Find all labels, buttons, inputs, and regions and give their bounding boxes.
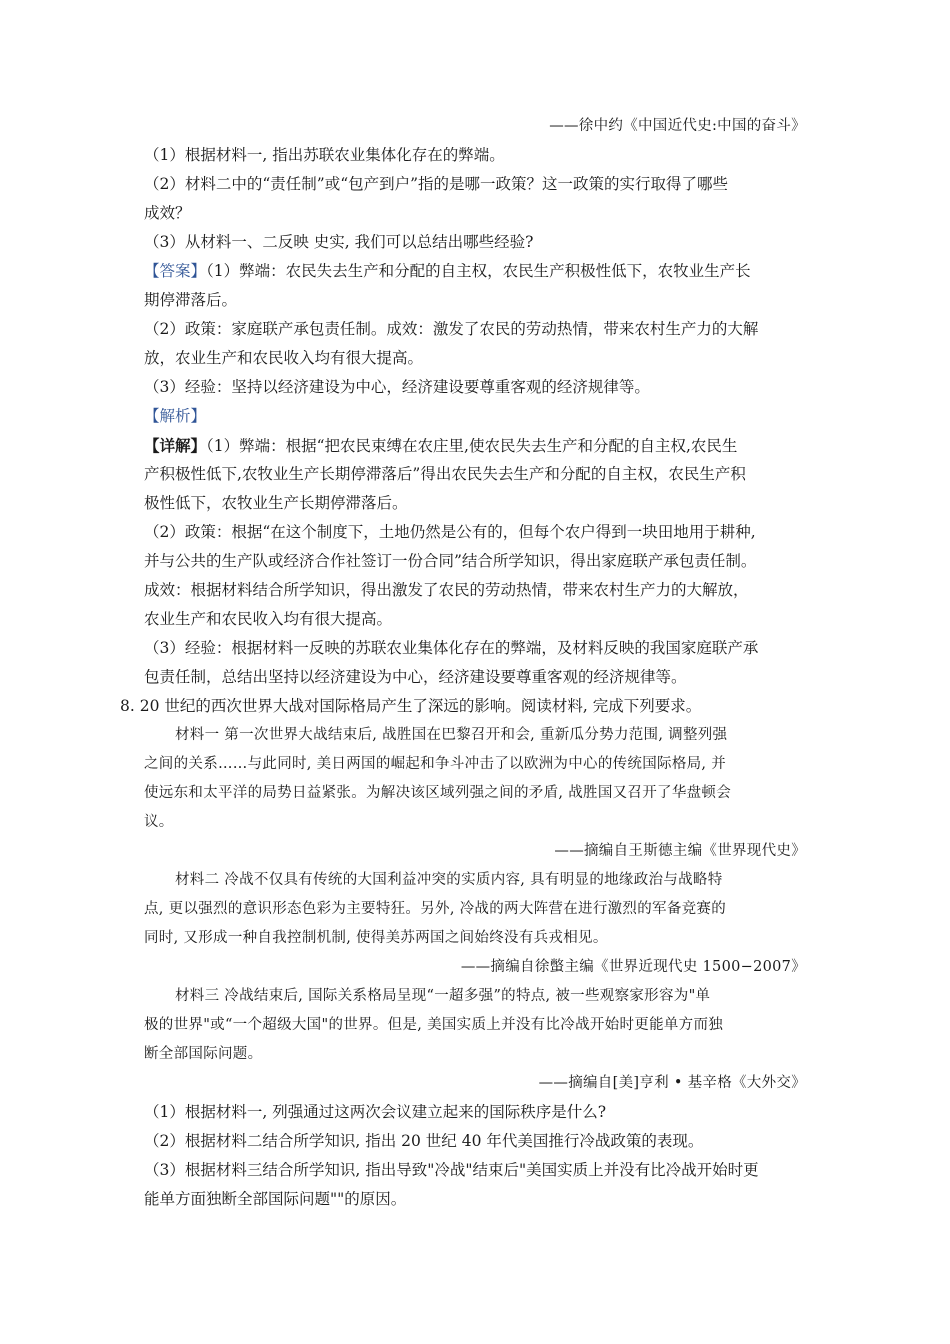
- material-1-line: 材料一 第一次世界大战结束后, 战胜国在巴黎召开和会, 重新瓜分势力范围, 调整列强: [175, 727, 728, 743]
- question-line: （3）从材料一、二反映 史实, 我们可以总结出哪些经验?: [144, 233, 534, 251]
- detail-line: 成效：根据材料结合所学知识，得出激发了农民的劳动热情，带来农村生产力的大解放，: [144, 581, 749, 599]
- answer-line: （3）经验：坚持以经济建设为中心，经济建设要尊重客观的经济规律等。: [144, 378, 650, 396]
- question-line: 能单方面独断全部国际问题""的原因。: [144, 1190, 407, 1208]
- material-2-line: 同时, 又形成一种自我控制机制, 使得美苏两国之间始终没有兵戎相见。: [144, 930, 608, 946]
- material-2-line: 材料二 冷战不仅具有传统的大国利益冲突的实质内容, 具有明显的地缘政治与战略特: [175, 872, 723, 888]
- detail-line: 包责任制，总结出坚持以经济建设为中心，经济建设要尊重客观的经济规律等。: [144, 668, 687, 686]
- material-1-line: 之间的关系……与此同时, 美日两国的崛起和争斗冲击了以欧洲为中心的传统国际格局, 并: [144, 756, 727, 772]
- answer-label: 【答案】: [144, 262, 207, 280]
- material-1-line: 议。: [144, 814, 174, 830]
- material-2-line: 点, 更以强烈的意识形态色彩为主要特狂。另外, 冷战的两大阵营在进行激烈的军备竞赛的: [144, 901, 727, 917]
- answer-line: 放，农业生产和农民收入均有很大提高。: [144, 349, 424, 367]
- material-1-line: 使远东和太平洋的局势日益紧张。为解决该区域列强之间的矛盾, 战胜国又召开了华盘顿会: [144, 785, 732, 801]
- detail-text: （1）弊端：根据“把农民束缚在农庄里,使农民失去生产和分配的自主权,农民生: [206, 437, 738, 455]
- material-2-source: ——摘编自徐蟞主编《世界近现代史 1500−2007》: [460, 959, 806, 975]
- source-citation: ——徐中约《中国近代史:中国的奋斗》: [549, 118, 806, 134]
- answer-line: （2）政策：家庭联产承包责任制。成效：激发了农民的劳动热情，带来农村生产力的大解: [144, 320, 759, 338]
- question-line: （1）根据材料一, 列强通过这两次会议建立起来的国际秩序是什么?: [144, 1103, 607, 1121]
- material-3-line: 断全部国际问题。: [144, 1046, 263, 1062]
- answer-line: 期停滞落后。: [144, 291, 238, 309]
- document-page: [120, 112, 814, 1214]
- detail-line: （2）政策：根据“在这个制度下，土地仍然是公有的，但每个农户得到一块田地用于耕种,: [144, 523, 756, 541]
- question-line: 成效？: [144, 204, 191, 222]
- detail-line: 极性低下，农牧业生产长期停滞落后。: [144, 494, 408, 512]
- material-3-line: 极的世界"或“一个超级大国"的世界。但是, 美国实质上并没有比冷战开始时更能单方而独: [144, 1017, 724, 1033]
- answer-text: （1）弊端：农民失去生产和分配的自主权，农民生产积极性低下，农牧业生产长: [206, 262, 751, 280]
- analysis-label: 【解析】: [144, 407, 207, 425]
- question-line: （3）根据材料三结合所学知识, 指出导致"冷战"结束后"美国实质上并没有比冷战开始时更: [144, 1161, 759, 1179]
- question-line: （2）根据材料二结合所学知识, 指出 20 世纪 40 年代美国推行冷战政策的表现。: [144, 1132, 704, 1150]
- question-line: （2）材料二中的“责任制”或“包产到户”指的是哪一政策？这一政策的实行取得了哪些: [144, 175, 729, 193]
- detail-line: 产积极性低下,农牧业生产长期停滞落后”得出农民失去生产和分配的自主权，农民生产积: [144, 465, 746, 483]
- material-3-source: ——摘编自[美]亨利 • 基辛格《大外交》: [538, 1075, 806, 1091]
- answer-line: [144, 257, 814, 286]
- question-line: （1）根据材料一, 指出苏联农业集体化存在的弊端。: [144, 146, 505, 164]
- detail-line: （3）经验：根据材料一反映的苏联农业集体化存在的弊端，及材料反映的我国家庭联产承: [144, 639, 759, 657]
- material-3-line: 材料三 冷战结束后, 国际关系格局呈现“一超多强”的特点, 被一些观察家形容为"单: [175, 988, 711, 1004]
- detail-line: [144, 431, 814, 460]
- detail-label: 【详解】: [144, 436, 207, 455]
- detail-line: 农业生产和农民收入均有很大提高。: [144, 610, 393, 628]
- detail-line: 并与公共的生产队或经济合作社签订一份合同”结合所学知识，得出家庭联产承包责任制。: [144, 552, 757, 570]
- question-8-intro: 8. 20 世纪的西次世界大战对国际格局产生了深远的影响。阅读材料, 完成下列要求。: [120, 697, 702, 715]
- material-1-source: ——摘编自王斯德主编《世界现代史》: [554, 843, 806, 859]
